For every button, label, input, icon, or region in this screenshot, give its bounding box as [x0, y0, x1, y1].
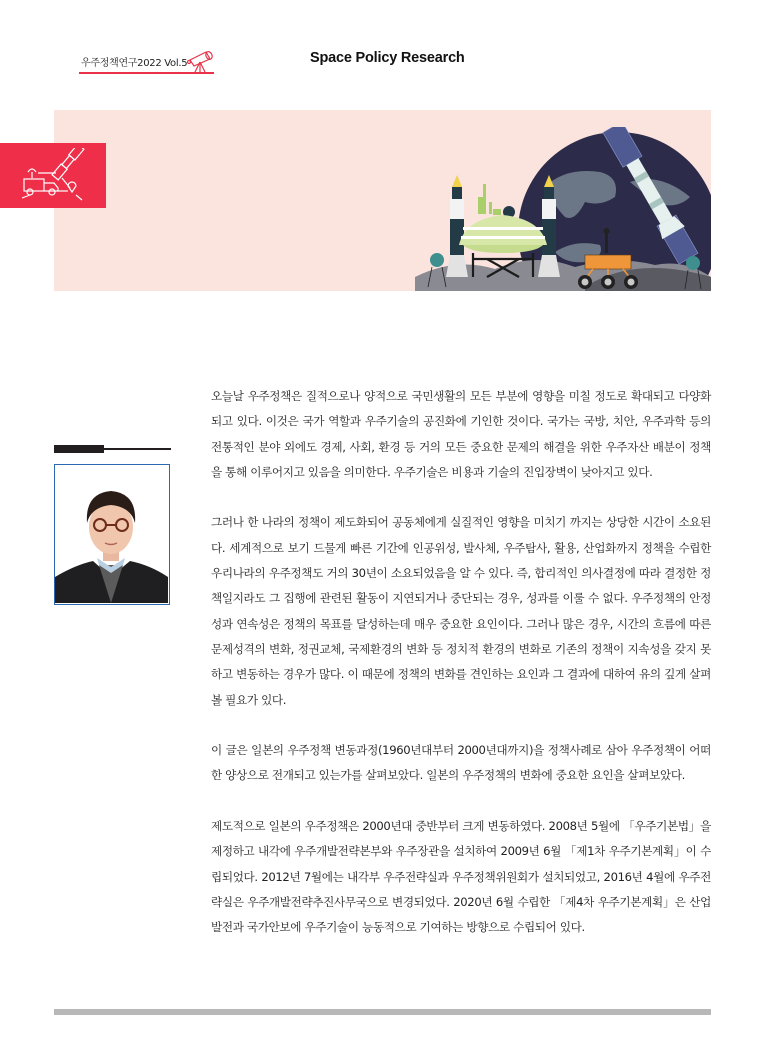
space-base-illustration — [415, 127, 711, 291]
paragraph: 그러나 한 나라의 정책이 제도화되어 공동체에게 실질적인 영향을 미치기 까지는 상당한 시간이 소요된다. 세계적으로 보기 드물게 빠른 기간에 인공위성, 발사체, 우주탐사, 활용, 산업화까지 정책을 수립한 우리나라의 우주정책도 거의 30년이 소요되었음을 알 수 있다. 즉, 합리적인 의사결정에 따라 결정한 정책일지라도 그 집행에 관련된 활동이 지연되거나 중단되는 경우, 성과를 이룰 수 없다. 우주정책의 안정성과 연속성은 정책의 목표를 달성하는데 매우 중요한 요인이다. 그러나 많은 경우, 시간의 흐름에 따른 문제성격의 변화, 정권교체, 국제환경의 변화 등 정치적 환경의 변화로 기존의 정책이 지속성을 갖지 못하고 변동하는 경우가 많다. 이 때문에 정책의 변화를 견인하는 요인과 그 결과에 대하여 유의 깊게 살펴볼 필요가 있다. — [211, 515, 711, 707]
rocket-left — [446, 175, 468, 277]
section-icon-box — [0, 143, 106, 208]
author-bar — [54, 445, 104, 453]
page-title: Space Policy Research — [310, 50, 465, 66]
paragraph: 제도적으로 일본의 우주정책은 2000년대 중반부터 크게 변동하였다. 2008년 5월에 「우주기본법」을 제정하고 내각에 우주개발전략본부와 우주장관을 설치하여 2009년 6월 「제1차 우주기본계획」이 수립되었다. 2012년 7월에는 내각부 우주전략실과 우주정책위원회가 설치되었고, 2016년 4월에 우주전략실은 우주개발전략추진사무국으로 변경되었다. 2020년 6월 수립한 「제4차 우주기본계획」은 산업발전과 국가안보에 우주기술이 능동적으로 기여하는 방향으로 수립되어 있다. — [211, 819, 711, 935]
paragraph: 이 글은 일본의 우주정책 변동과정(1960년대부터 2000년대까지)을 정책사례로 삼아 우주정책이 어떠한 양상으로 전개되고 있는가를 살펴보았다. 일본의 우주정책의 변화에 중요한 요인을 살펴보았다. — [211, 743, 711, 783]
paragraph: 오늘날 우주정책은 질적으로나 양적으로 국민생활의 모든 부분에 영향을 미칠 정도로 확대되고 다양화되고 있다. 이것은 국가 역할과 우주기술의 공진화에 기인한 것이다. 국가는 국방, 치안, 우주과학 등의 전통적인 분야 외에도 경제, 사회, 환경 등 거의 모든 중요한 문제의 해결을 위한 우주자산 배분이 정책을 통해 이루어지고 있음을 의미한다. 우주기술은 비용과 기술의 진입장벽이 낮아지고 있다. — [211, 389, 711, 479]
satellite-ground-station-icon — [20, 148, 86, 204]
header-rule — [79, 72, 214, 74]
journal-label: 우주정책연구2022 Vol.5 — [81, 58, 188, 69]
author-portrait — [55, 465, 168, 603]
footer-bar — [54, 1009, 711, 1015]
telescope-icon — [186, 47, 216, 73]
author-photo — [54, 464, 170, 605]
author-rule — [104, 448, 171, 450]
article-body — [211, 384, 711, 966]
